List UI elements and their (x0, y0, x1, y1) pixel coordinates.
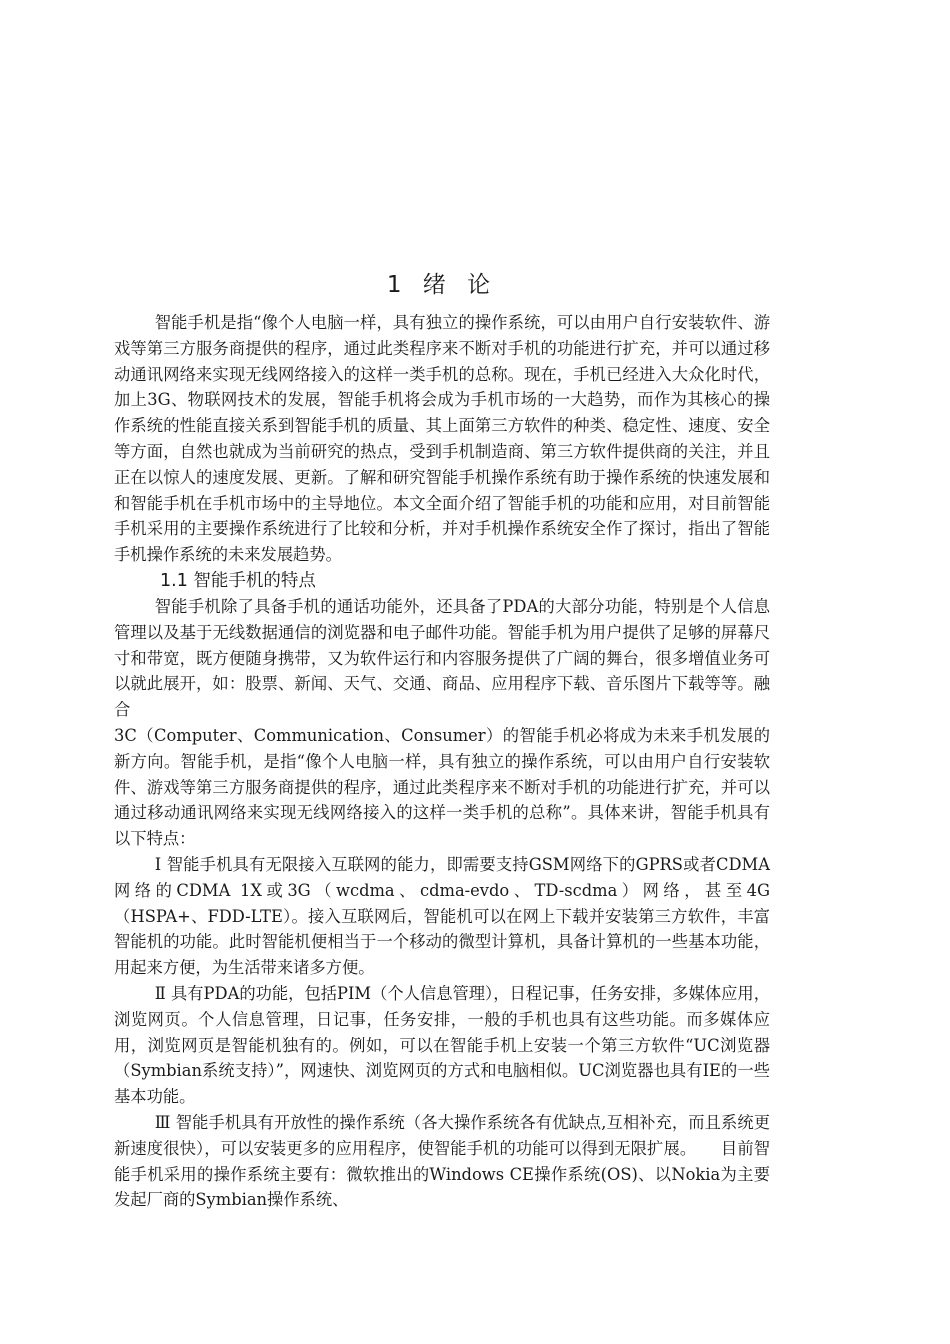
feature-paragraph-2: Ⅱ 具有PDA的功能，包括PIM（个人信息管理），日程记事，任务安排，多媒体应用，浏览网页。个人信息管理，日记事，任务安排，一般的手机也具有这些功能。而多媒体应用，浏览网页是智能机独有的。例如，可以在智能手机上安装一个第三方软件“UC浏览器（Symbian系统支持）”，网速快、浏览网页的方式和电脑相似。UC浏览器也具有IE的一些基本功能。 (114, 983, 770, 1107)
document-body (114, 310, 770, 1213)
section-paragraph-2: 3C（Computer、Communication、Consumer）的智能手机必将成为未来手机发展的新方向。智能手机，是指“像个人电脑一样，具有独立的操作系统，可以由用户自行安装软件、游戏等第三方服务商提供的程序，通过此类程序来不断对手机的功能进行扩充，并可以通过移动通讯网络来实现无线网络接入的这样一类手机的总称”。具体来讲，智能手机具有以下特点： (114, 725, 770, 849)
intro-paragraph: 智能手机是指“像个人电脑一样，具有独立的操作系统，可以由用户自行安装软件、游戏等第三方服务商提供的程序，通过此类程序来不断对手机的功能进行扩充，并可以通过移动通讯网络来实现无线网络接入的这样一类手机的总称。现在，手机已经进入大众化时代，加上3G、物联网技术的发展，智能手机将会成为手机市场的一大趋势，而作为其核心的操作系统的性能直接关系到智能手机的质量、其上面第三方软件的种类、稳定性、速度、安全等方面，自然也就成为当前研究的热点，受到手机制造商、第三方软件提供商的关注，并且正在以惊人的速度发展、更新。了解和研究智能手机操作系统有助于操作系统的快速发展和和智能手机在手机市场中的主导地位。本文全面介绍了智能手机的功能和应用，对目前智能手机采用的主要操作系统进行了比较和分析，并对手机操作系统安全作了探讨，指出了智能手机操作系统的未来发展趋势。 (114, 313, 770, 565)
section-paragraph-1: 智能手机除了具备手机的通话功能外，还具备了PDA的大部分功能，特别是个人信息管理以及基于无线数据通信的浏览器和电子邮件功能。智能手机为用户提供了足够的屏幕尺寸和带宽，既方便随身携带，又为软件运行和内容服务提供了广阔的舞台，很多增值业务可以就此展开，如：股票、新闻、天气、交通、商品、应用程序下载、音乐图片下载等等。融合 (114, 596, 770, 720)
feature-paragraph-1: Ⅰ 智能手机具有无限接入互联网的能力，即需要支持GSM网络下的GPRS或者CDMA网络的CDMA 1X或3G（wcdma、cdma-evdo、TD-scdma）网络，甚至4G（HSPA+、FDD-LTE）。接入互联网后，智能机可以在网上下载并安装第三方软件，丰富智能机的功能。此时智能机便相当于一个移动的微型计算机，具备计算机的一些基本功能，用起来方便，为生活带来诸多方便。 (114, 854, 770, 978)
section-heading: 1.1 智能手机的特点 (160, 570, 316, 591)
feature-paragraph-3: Ⅲ 智能手机具有开放性的操作系统（各大操作系统各有优缺点,互相补充，而且系统更新速度很快），可以安装更多的应用程序，使智能手机的功能可以得到无限扩展。 目前智能手机采用的操作系统主要有：微软推出的Windows CE操作系统(OS)、以Nokia为主要发起厂商的Symbian操作系统、 (114, 1112, 770, 1210)
chapter-title: 1 绪 论 (386, 272, 498, 298)
